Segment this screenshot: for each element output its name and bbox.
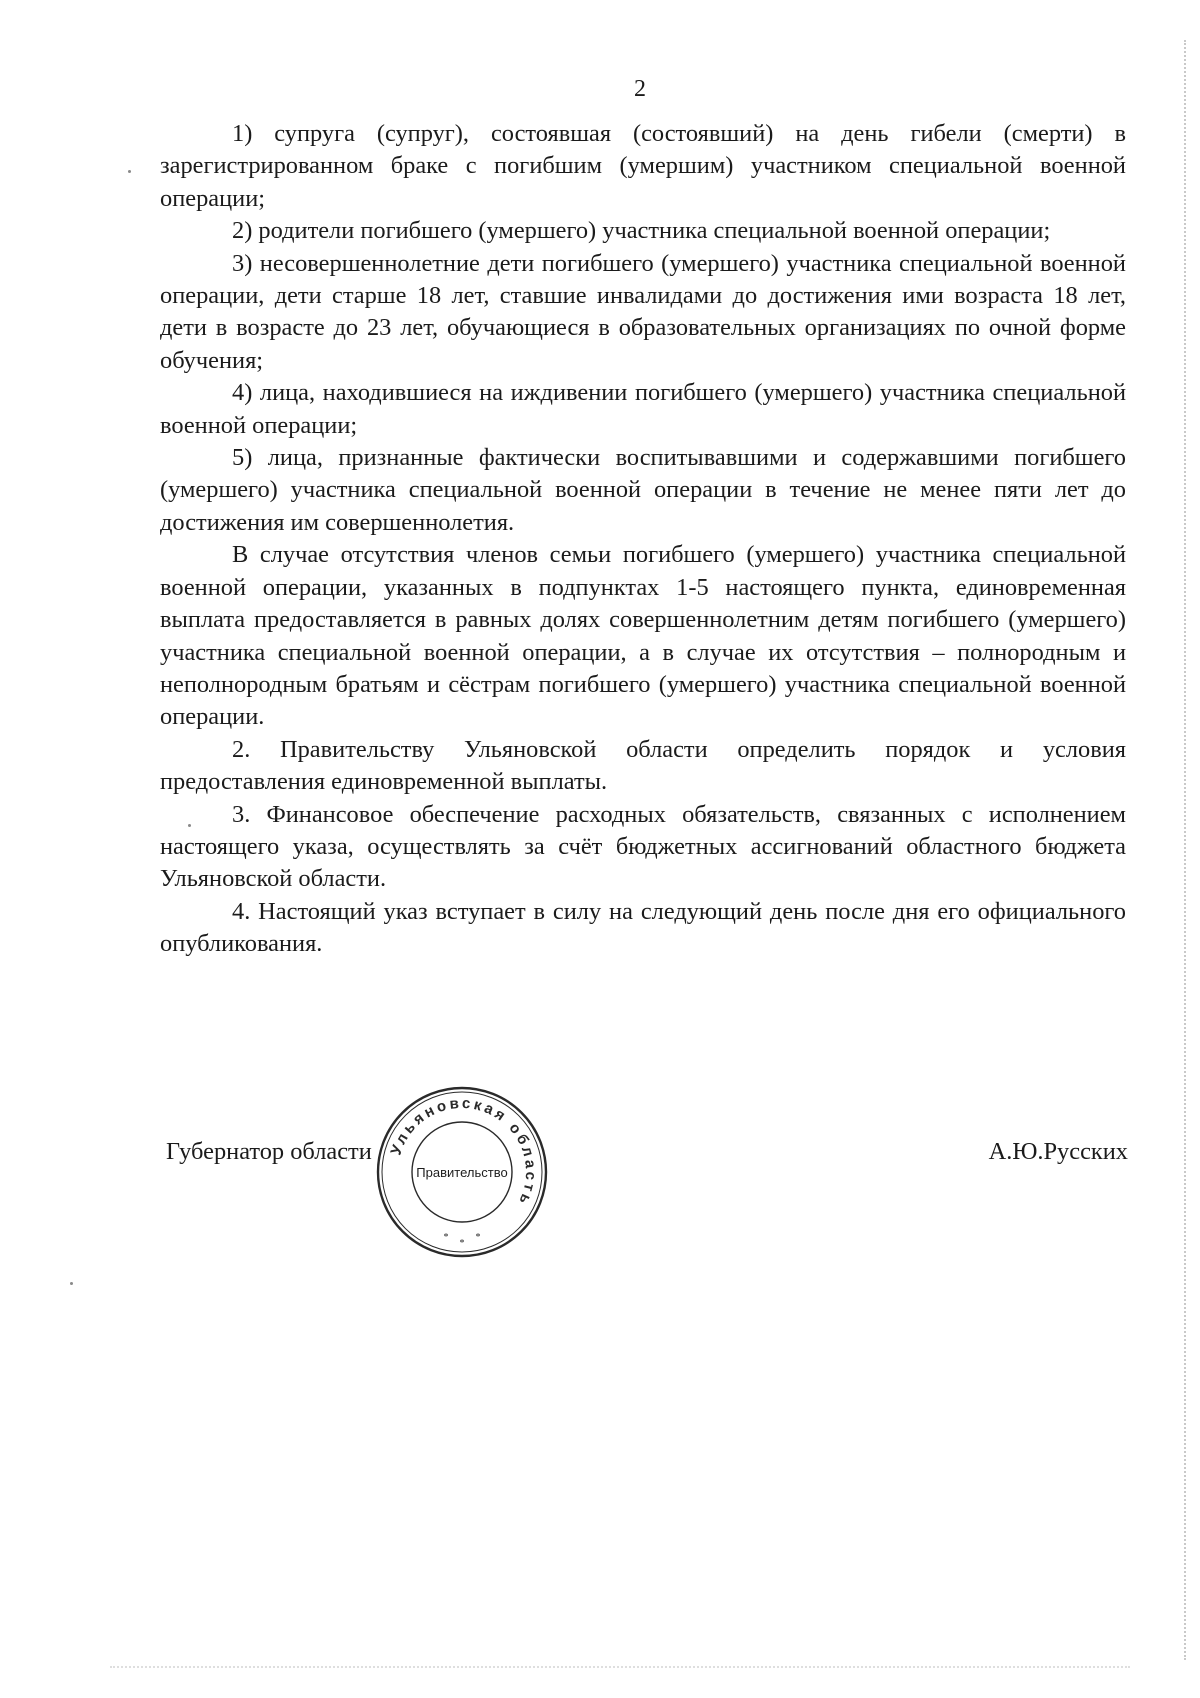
signatory-title: Губернатор области xyxy=(166,1138,372,1165)
paragraph-clause-4: 4. Настоящий указ вступает в силу на следующий день после дня его официального опубликования. xyxy=(160,897,1126,958)
paragraph-item-5: 5) лица, признанные фактически воспитывавшими и содержавшими погибшего (умершего) участника специальной военной операции в течение не менее пяти лет до достижения им совершеннолетия. xyxy=(160,444,1126,536)
paragraph-item-3: 3) несовершеннолетние дети погибшего (умершего) участника специальной военной операции, дети старше 18 лет, ставшие инвалидами до достижения ими возраста 18 лет, дети в возрасте до 23 лет, обучающиеся в образовательных организациях по очной форме обучения; xyxy=(160,249,1126,374)
paragraph-item-2: 2) родители погибшего (умершего) участника специальной военной операции; xyxy=(232,217,1051,245)
paragraph-clause-2: 2. Правительству Ульяновской области определить порядок и условия предоставления единовременной выплаты. xyxy=(160,735,1126,796)
paragraph-clause-3: 3. Финансовое обеспечение расходных обязательств, связанных с исполнением настоящего указа, осуществлять за счёт бюджетных ассигнований областного бюджета Ульяновской области. xyxy=(160,800,1126,893)
scan-speck xyxy=(128,170,131,173)
scan-speck xyxy=(70,1282,73,1285)
seal-star-icon: * xyxy=(475,1232,481,1243)
svg-text:Ульяновская область xyxy=(388,1095,540,1210)
paragraph-item-1: 1) супруга (супруг), состоявшая (состоявший) на день гибели (смерти) в зарегистрированном браке с погибшим (умершим) участником специальной военной операции; xyxy=(160,120,1126,212)
scan-bottom-dots xyxy=(110,1664,1130,1668)
official-seal xyxy=(372,1082,552,1262)
seal-ring-text: Ульяновская область xyxy=(387,1094,540,1210)
paragraph-item-4: 4) лица, находившиеся на иждивении погибшего (умершего) участника специальной военной операции; xyxy=(160,379,1126,439)
paragraph-absence-rule: В случае отсутствия членов семьи погибшего (умершего) участника специальной военной операции, указанных в подпунктах 1-5 настоящего пункта, единовременная выплата предоставляется в равных долях совершеннолетним детям погибшего (умершего) участника специальной военной операции, а в случае их отсутствия – полнородным и неполнородным братьям и сёстрам погибшего (умершего) участника специальной военной операции. xyxy=(160,541,1126,731)
seal-star-icon: * xyxy=(459,1238,465,1249)
document-body xyxy=(160,118,1126,961)
scan-edge-dots xyxy=(1182,40,1186,1660)
seal-star-icon: * xyxy=(443,1232,449,1243)
seal-center-text: Правительство xyxy=(416,1165,508,1180)
page-number: 2 xyxy=(634,76,646,102)
signatory-name: А.Ю.Русских xyxy=(988,1138,1128,1165)
